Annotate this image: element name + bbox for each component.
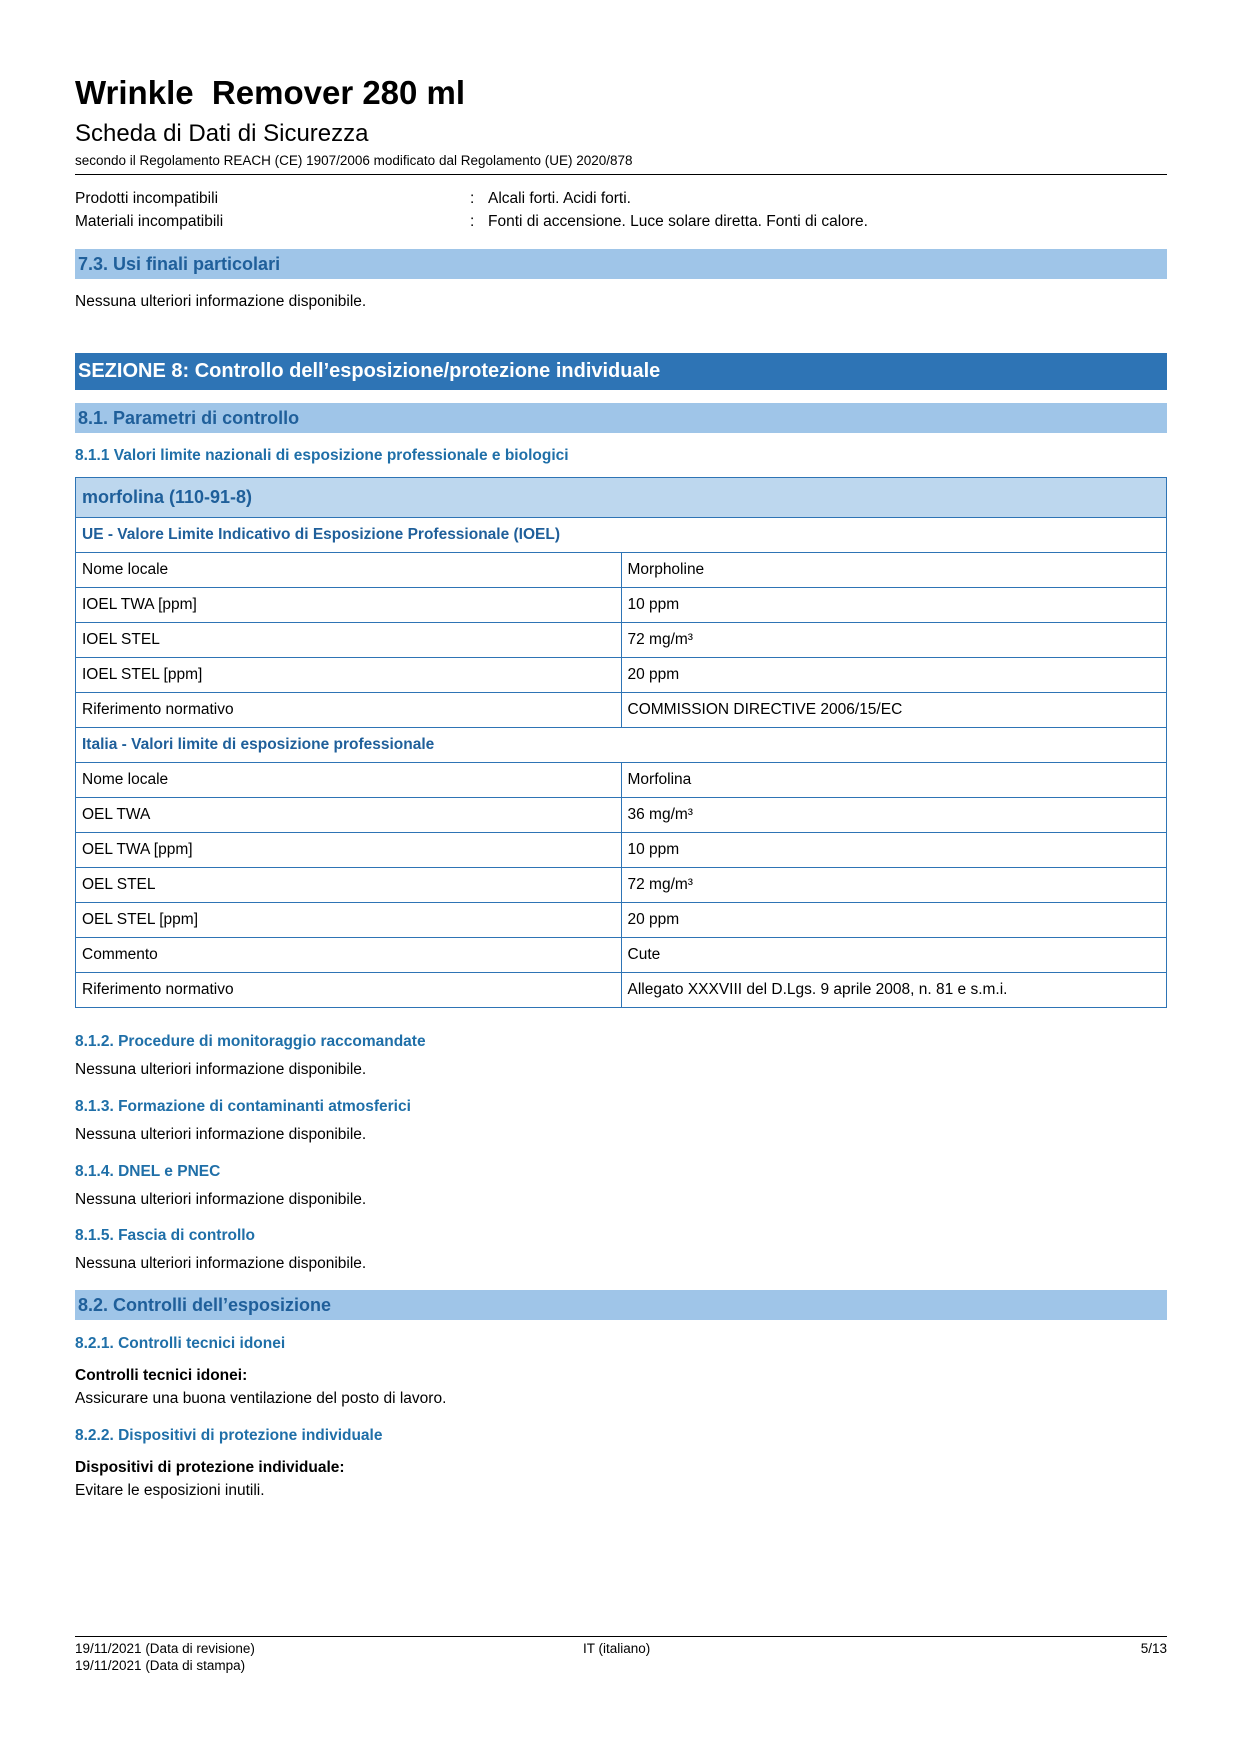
table-row — [76, 658, 1167, 693]
table-group-row — [76, 728, 1167, 763]
kv-separator: : — [470, 213, 475, 230]
kv-label: Prodotti incompatibili — [75, 190, 219, 207]
subsection-7-3-text: Nessuna ulteriori informazione disponibile. — [75, 293, 367, 310]
table-cell-value: 36 mg/m³ — [621, 798, 1167, 833]
table-cell-name: OEL TWA [ppm] — [76, 833, 622, 868]
table-cell-value: 20 ppm — [621, 658, 1167, 693]
table-cell-name: IOEL TWA [ppm] — [76, 588, 622, 623]
table-substance-row — [76, 478, 1167, 518]
subsection-8-1-3-text: Nessuna ulteriori informazione disponibile. — [75, 1126, 367, 1143]
ppe-text: Evitare le esposizioni inutili. — [75, 1482, 265, 1499]
document-title: Wrinkle Remover 280 ml — [75, 74, 466, 111]
table-row — [76, 903, 1167, 938]
table-row — [76, 798, 1167, 833]
kv-value: Fonti di accensione. Luce solare diretta. Fonti di calore. — [488, 213, 868, 230]
subsection-8-1-5-text: Nessuna ulteriori informazione disponibile. — [75, 1255, 367, 1272]
footer-divider — [75, 1636, 1167, 1637]
table-row — [76, 553, 1167, 588]
regulation-reference: secondo il Regolamento REACH (CE) 1907/2006 modificato dal Regolamento (UE) 2020/878 — [75, 153, 633, 168]
table-cell-name: OEL STEL [ppm] — [76, 903, 622, 938]
table-cell-value: 20 ppm — [621, 903, 1167, 938]
table-group-row — [76, 518, 1167, 553]
section-8-heading: SEZIONE 8: Controllo dell’esposizione/protezione individuale — [75, 353, 1167, 390]
subsection-8-2-2-heading: 8.2.2. Dispositivi di protezione individuale — [75, 1427, 383, 1444]
substance-name: morfolina (110-91-8) — [76, 478, 1167, 518]
table-cell-name: Nome locale — [76, 763, 622, 798]
table-cell-value: 10 ppm — [621, 588, 1167, 623]
table-cell-name: Riferimento normativo — [76, 973, 622, 1008]
kv-label: Materiali incompatibili — [75, 213, 224, 230]
table-cell-value: Allegato XXXVIII del D.Lgs. 9 aprile 2008, n. 81 e s.m.i. — [621, 973, 1167, 1008]
subsection-8-1-4-text: Nessuna ulteriori informazione disponibile. — [75, 1191, 367, 1208]
ppe-label: Dispositivi di protezione individuale: — [75, 1459, 345, 1476]
subsection-8-1-3-heading: 8.1.3. Formazione di contaminanti atmosferici — [75, 1098, 411, 1115]
table-row — [76, 973, 1167, 1008]
table-cell-value: 72 mg/m³ — [621, 623, 1167, 658]
subsection-8-1-heading: 8.1. Parametri di controllo — [75, 403, 1167, 433]
table-cell-name: Commento — [76, 938, 622, 973]
table-row — [76, 833, 1167, 868]
table-row — [76, 868, 1167, 903]
subsection-8-1-2-heading: 8.1.2. Procedure di monitoraggio raccomandate — [75, 1033, 426, 1050]
kv-value: Alcali forti. Acidi forti. — [488, 190, 631, 207]
subsection-8-1-5-heading: 8.1.5. Fascia di controllo — [75, 1227, 256, 1244]
table-cell-name: IOEL STEL [ppm] — [76, 658, 622, 693]
footer-revision-date: 19/11/2021 (Data di revisione) — [75, 1641, 255, 1656]
header-divider — [75, 174, 1167, 175]
table-row — [76, 693, 1167, 728]
technical-controls-label: Controlli tecnici idonei: — [75, 1367, 248, 1384]
technical-controls-text: Assicurare una buona ventilazione del posto di lavoro. — [75, 1390, 447, 1407]
italy-limits-group: Italia - Valori limite di esposizione professionale — [76, 728, 1167, 763]
subsection-8-1-2-text: Nessuna ulteriori informazione disponibile. — [75, 1061, 367, 1078]
table-cell-name: IOEL STEL — [76, 623, 622, 658]
table-row — [76, 938, 1167, 973]
footer-print-date: 19/11/2021 (Data di stampa) — [75, 1658, 246, 1673]
eu-limits-group: UE - Valore Limite Indicativo di Esposizione Professionale (IOEL) — [76, 518, 1167, 553]
table-cell-value: Morpholine — [621, 553, 1167, 588]
document-subtitle: Scheda di Dati di Sicurezza — [75, 120, 369, 147]
footer-page-number: 5/13 — [1140, 1641, 1167, 1656]
kv-row-incompatible-products — [75, 190, 1167, 212]
table-row — [76, 623, 1167, 658]
table-cell-name: OEL STEL — [76, 868, 622, 903]
table-row — [76, 763, 1167, 798]
subsection-8-2-1-heading: 8.2.1. Controlli tecnici idonei — [75, 1335, 286, 1352]
table-row — [76, 588, 1167, 623]
kv-row-incompatible-materials — [75, 213, 1167, 235]
exposure-limits-table — [75, 477, 1167, 1008]
table-cell-value: Morfolina — [621, 763, 1167, 798]
sds-page — [75, 0, 1167, 1755]
table-cell-name: Nome locale — [76, 553, 622, 588]
table-cell-name: Riferimento normativo — [76, 693, 622, 728]
table-cell-value: COMMISSION DIRECTIVE 2006/15/EC — [621, 693, 1167, 728]
table-cell-name: OEL TWA — [76, 798, 622, 833]
kv-separator: : — [470, 190, 475, 207]
subsection-8-1-4-heading: 8.1.4. DNEL e PNEC — [75, 1163, 221, 1180]
table-cell-value: Cute — [621, 938, 1167, 973]
table-cell-value: 72 mg/m³ — [621, 868, 1167, 903]
table-cell-value: 10 ppm — [621, 833, 1167, 868]
subsection-8-2-heading: 8.2. Controlli dell’esposizione — [75, 1290, 1167, 1320]
subsection-7-3-heading: 7.3. Usi finali particolari — [75, 249, 1167, 279]
footer-language: IT (italiano) — [583, 1641, 651, 1656]
subsection-8-1-1-heading: 8.1.1 Valori limite nazionali di esposizione professionale e biologici — [75, 447, 569, 464]
